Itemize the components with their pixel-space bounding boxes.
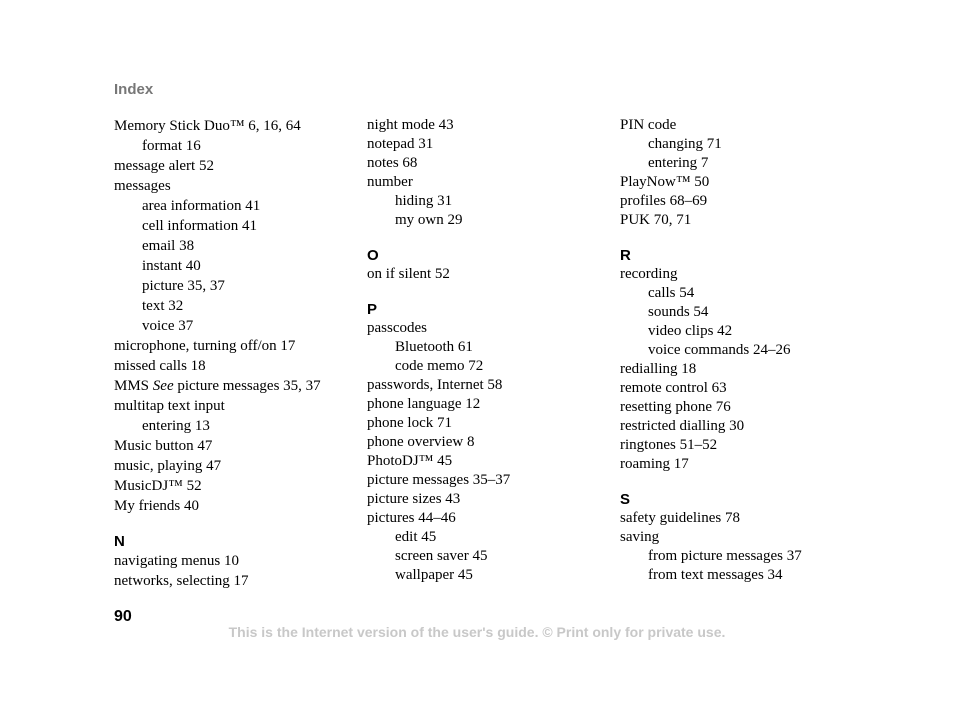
- index-entry: phone overview 8: [367, 434, 475, 450]
- index-subentry: voice commands 24–26: [648, 342, 791, 358]
- index-entry: notes 68: [367, 155, 418, 171]
- section-letter-n: N: [114, 533, 125, 550]
- entry-group: [367, 319, 617, 585]
- index-entry: PlayNow™ 50: [620, 174, 710, 190]
- index-entry: MusicDJ™ 52: [114, 478, 202, 494]
- index-entry: passcodes: [367, 320, 427, 336]
- index-subentry: hiding 31: [395, 193, 453, 209]
- entry-group: [620, 116, 870, 230]
- entry-group: [367, 116, 617, 230]
- index-subentry: instant 40: [142, 258, 201, 274]
- index-entry: music, playing 47: [114, 458, 222, 474]
- index-entry: Music button 47: [114, 438, 213, 454]
- index-entry: networks, selecting 17: [114, 573, 249, 589]
- entry-text: picture messages 35, 37: [173, 378, 321, 394]
- index-subentry: wallpaper 45: [395, 567, 473, 583]
- index-entry: picture sizes 43: [367, 491, 461, 507]
- index-subentry: area information 41: [142, 198, 261, 214]
- footer-notice: This is the Internet version of the user's guide. © Print only for private use.: [228, 624, 726, 640]
- index-subentry: entering 7: [648, 155, 709, 171]
- index-entry: navigating menus 10: [114, 553, 239, 569]
- index-entry: notepad 31: [367, 136, 434, 152]
- section-letter-o: O: [367, 247, 379, 264]
- index-entry: night mode 43: [367, 117, 454, 133]
- index-entry: resetting phone 76: [620, 399, 731, 415]
- index-subentry: from picture messages 37: [648, 548, 802, 564]
- index-entry: message alert 52: [114, 158, 214, 174]
- index-entry: recording: [620, 266, 678, 282]
- section-letter-p: P: [367, 301, 378, 318]
- index-entry: multitap text input: [114, 398, 225, 414]
- index-subentry: screen saver 45: [395, 548, 488, 564]
- index-subentry: Bluetooth 61: [395, 339, 473, 355]
- page-header-title: Index: [114, 81, 154, 98]
- index-subentry: entering 13: [142, 418, 210, 434]
- index-subentry: from text messages 34: [648, 567, 783, 583]
- index-entry: remote control 63: [620, 380, 727, 396]
- index-entry: redialling 18: [620, 361, 697, 377]
- index-subentry: edit 45: [395, 529, 437, 545]
- index-entry: PIN code: [620, 117, 677, 133]
- index-entry: [114, 376, 364, 396]
- index-entry: passwords, Internet 58: [367, 377, 503, 393]
- entry-group: [620, 265, 870, 474]
- index-subentry: my own 29: [395, 212, 463, 228]
- index-subentry: format 16: [142, 138, 201, 154]
- index-subentry: email 38: [142, 238, 195, 254]
- index-entry: on if silent 52: [367, 266, 450, 282]
- index-entry: PhotoDJ™ 45: [367, 453, 453, 469]
- entry-group: [367, 265, 617, 284]
- index-entry: safety guidelines 78: [620, 510, 740, 526]
- index-subentry: text 32: [142, 298, 184, 314]
- index-entry: pictures 44–46: [367, 510, 456, 526]
- index-entry: phone lock 71: [367, 415, 452, 431]
- index-entry: phone language 12: [367, 396, 481, 412]
- entry-text: MMS: [114, 378, 153, 394]
- section-letter-s: S: [620, 491, 631, 508]
- index-subentry: changing 71: [648, 136, 722, 152]
- index-column-2: [367, 116, 617, 585]
- index-entry: saving: [620, 529, 660, 545]
- see-reference: See: [152, 378, 174, 394]
- index-column-1: [114, 116, 364, 591]
- entry-group: [620, 509, 870, 585]
- index-entry: Memory Stick Duo™ 6, 16, 64: [114, 118, 301, 134]
- index-entry: ringtones 51–52: [620, 437, 718, 453]
- index-subentry: calls 54: [648, 285, 695, 301]
- page-number: 90: [114, 608, 132, 625]
- index-entry: PUK 70, 71: [620, 212, 692, 228]
- index-subentry: cell information 41: [142, 218, 257, 234]
- entry-group: [114, 116, 364, 516]
- index-subentry: voice 37: [142, 318, 194, 334]
- index-entry: My friends 40: [114, 498, 199, 514]
- index-entry: roaming 17: [620, 456, 689, 472]
- index-subentry: video clips 42: [648, 323, 733, 339]
- index-subentry: picture 35, 37: [142, 278, 225, 294]
- index-entry: profiles 68–69: [620, 193, 708, 209]
- index-entry: picture messages 35–37: [367, 472, 511, 488]
- index-column-3: [620, 116, 870, 585]
- entry-group: [114, 551, 364, 591]
- index-entry: restricted dialling 30: [620, 418, 745, 434]
- index-subentry: code memo 72: [395, 358, 484, 374]
- section-letter-r: R: [620, 247, 631, 264]
- index-entry: number: [367, 174, 413, 190]
- index-entry: missed calls 18: [114, 358, 206, 374]
- index-entry: messages: [114, 178, 171, 194]
- index-entry: microphone, turning off/on 17: [114, 338, 296, 354]
- index-subentry: sounds 54: [648, 304, 709, 320]
